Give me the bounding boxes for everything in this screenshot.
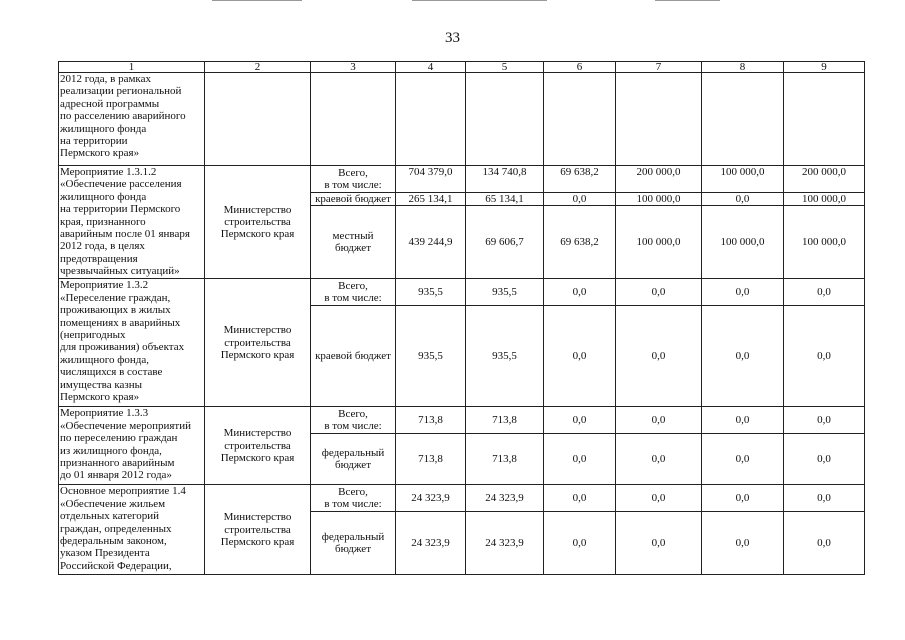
measure-description: Основное мероприятие 1.4 «Обеспечение жильем отдельных категорий граждан, определенных федеральным законом, указом Президента Российской Федерации,: [59, 485, 205, 575]
column-number: 1: [59, 62, 205, 73]
value-cell: 0,0: [616, 434, 702, 485]
column-number: 7: [616, 62, 702, 73]
value-cell: 0,0: [616, 485, 702, 512]
value-cell: 0,0: [616, 306, 702, 407]
funding-source: [311, 73, 396, 166]
value-cell: [702, 73, 784, 166]
value-cell: 0,0: [784, 485, 865, 512]
value-cell: 0,0: [544, 279, 616, 306]
value-cell: 0,0: [702, 512, 784, 575]
value-cell: 0,0: [544, 306, 616, 407]
funding-source: Всего, в том числе:: [311, 279, 396, 306]
value-cell: 0,0: [784, 306, 865, 407]
value-cell: 0,0: [702, 279, 784, 306]
value-cell: 0,0: [544, 407, 616, 434]
executor-cell: Министерство строительства Пермского края: [205, 279, 311, 407]
funding-source: федеральный бюджет: [311, 434, 396, 485]
value-cell: 134 740,8: [466, 166, 544, 193]
table-row: [59, 73, 865, 166]
column-number: 9: [784, 62, 865, 73]
value-cell: 439 244,9: [396, 206, 466, 279]
value-cell: 0,0: [784, 407, 865, 434]
column-number-row: [59, 62, 865, 73]
column-number: 3: [311, 62, 396, 73]
table-row: [59, 279, 865, 306]
value-cell: 935,5: [466, 279, 544, 306]
value-cell: 0,0: [784, 512, 865, 575]
value-cell: 0,0: [784, 434, 865, 485]
value-cell: 713,8: [466, 407, 544, 434]
value-cell: 69 638,2: [544, 206, 616, 279]
value-cell: 713,8: [466, 434, 544, 485]
page-number: 33: [445, 30, 460, 46]
value-cell: 24 323,9: [396, 485, 466, 512]
value-cell: 65 134,1: [466, 193, 544, 206]
value-cell: 0,0: [616, 512, 702, 575]
value-cell: 24 323,9: [396, 512, 466, 575]
executor-cell: Министерство строительства Пермского края: [205, 407, 311, 485]
value-cell: 935,5: [396, 279, 466, 306]
budget-table: [58, 61, 865, 575]
value-cell: [396, 73, 466, 166]
value-cell: 0,0: [544, 485, 616, 512]
value-cell: 100 000,0: [702, 166, 784, 193]
value-cell: 0,0: [702, 434, 784, 485]
value-cell: 24 323,9: [466, 485, 544, 512]
column-number: 5: [466, 62, 544, 73]
value-cell: 0,0: [784, 279, 865, 306]
value-cell: 0,0: [544, 512, 616, 575]
column-number: 4: [396, 62, 466, 73]
table-row: [59, 485, 865, 512]
measure-description: Мероприятие 1.3.3 «Обеспечение мероприятий по переселению граждан из жилищного фонда, признанного аварийным до 01 января 2012 года»: [59, 407, 205, 485]
funding-source: Всего, в том числе:: [311, 485, 396, 512]
value-cell: 0,0: [702, 306, 784, 407]
value-cell: [784, 73, 865, 166]
value-cell: 200 000,0: [784, 166, 865, 193]
value-cell: 0,0: [544, 434, 616, 485]
column-number: 2: [205, 62, 311, 73]
value-cell: 200 000,0: [616, 166, 702, 193]
value-cell: 100 000,0: [702, 206, 784, 279]
value-cell: 0,0: [702, 193, 784, 206]
executor-cell: [205, 73, 311, 166]
value-cell: 69 638,2: [544, 166, 616, 193]
value-cell: 265 134,1: [396, 193, 466, 206]
value-cell: 935,5: [466, 306, 544, 407]
value-cell: 0,0: [702, 485, 784, 512]
measure-description: Мероприятие 1.3.2 «Переселение граждан, проживающих в жилых помещениях в аварийных (непригодных для проживания) объектах жилищного фонда, числящихся в составе имущества казны Пермского края»: [59, 279, 205, 407]
funding-source: Всего, в том числе:: [311, 166, 396, 193]
top-scan-lines: [0, 0, 905, 3]
value-cell: 100 000,0: [616, 206, 702, 279]
table-row: [59, 166, 865, 193]
value-cell: 24 323,9: [466, 512, 544, 575]
value-cell: 704 379,0: [396, 166, 466, 193]
value-cell: 935,5: [396, 306, 466, 407]
table-row: [59, 407, 865, 434]
measure-description: Мероприятие 1.3.1.2 «Обеспечение расселения жилищного фонда на территории Пермского края, признанного аварийным после 01 января 2012 года, в целях предотвращения чрезвычайных ситуаций»: [59, 166, 205, 279]
funding-source: краевой бюджет: [311, 306, 396, 407]
funding-source: местный бюджет: [311, 206, 396, 279]
value-cell: 100 000,0: [784, 193, 865, 206]
value-cell: 100 000,0: [616, 193, 702, 206]
value-cell: 0,0: [616, 407, 702, 434]
value-cell: [544, 73, 616, 166]
value-cell: 69 606,7: [466, 206, 544, 279]
value-cell: 0,0: [702, 407, 784, 434]
value-cell: [616, 73, 702, 166]
value-cell: [466, 73, 544, 166]
value-cell: 0,0: [544, 193, 616, 206]
funding-source: Всего, в том числе:: [311, 407, 396, 434]
column-number: 8: [702, 62, 784, 73]
funding-source: краевой бюджет: [311, 193, 396, 206]
value-cell: 100 000,0: [784, 206, 865, 279]
executor-cell: Министерство строительства Пермского края: [205, 166, 311, 279]
column-number: 6: [544, 62, 616, 73]
value-cell: 713,8: [396, 434, 466, 485]
value-cell: 713,8: [396, 407, 466, 434]
measure-description: 2012 года, в рамках реализации региональной адресной программы по расселению аварийного жилищного фонда на территории Пермского края»: [59, 73, 205, 166]
executor-cell: Министерство строительства Пермского края: [205, 485, 311, 575]
value-cell: 0,0: [616, 279, 702, 306]
funding-source: федеральный бюджет: [311, 512, 396, 575]
